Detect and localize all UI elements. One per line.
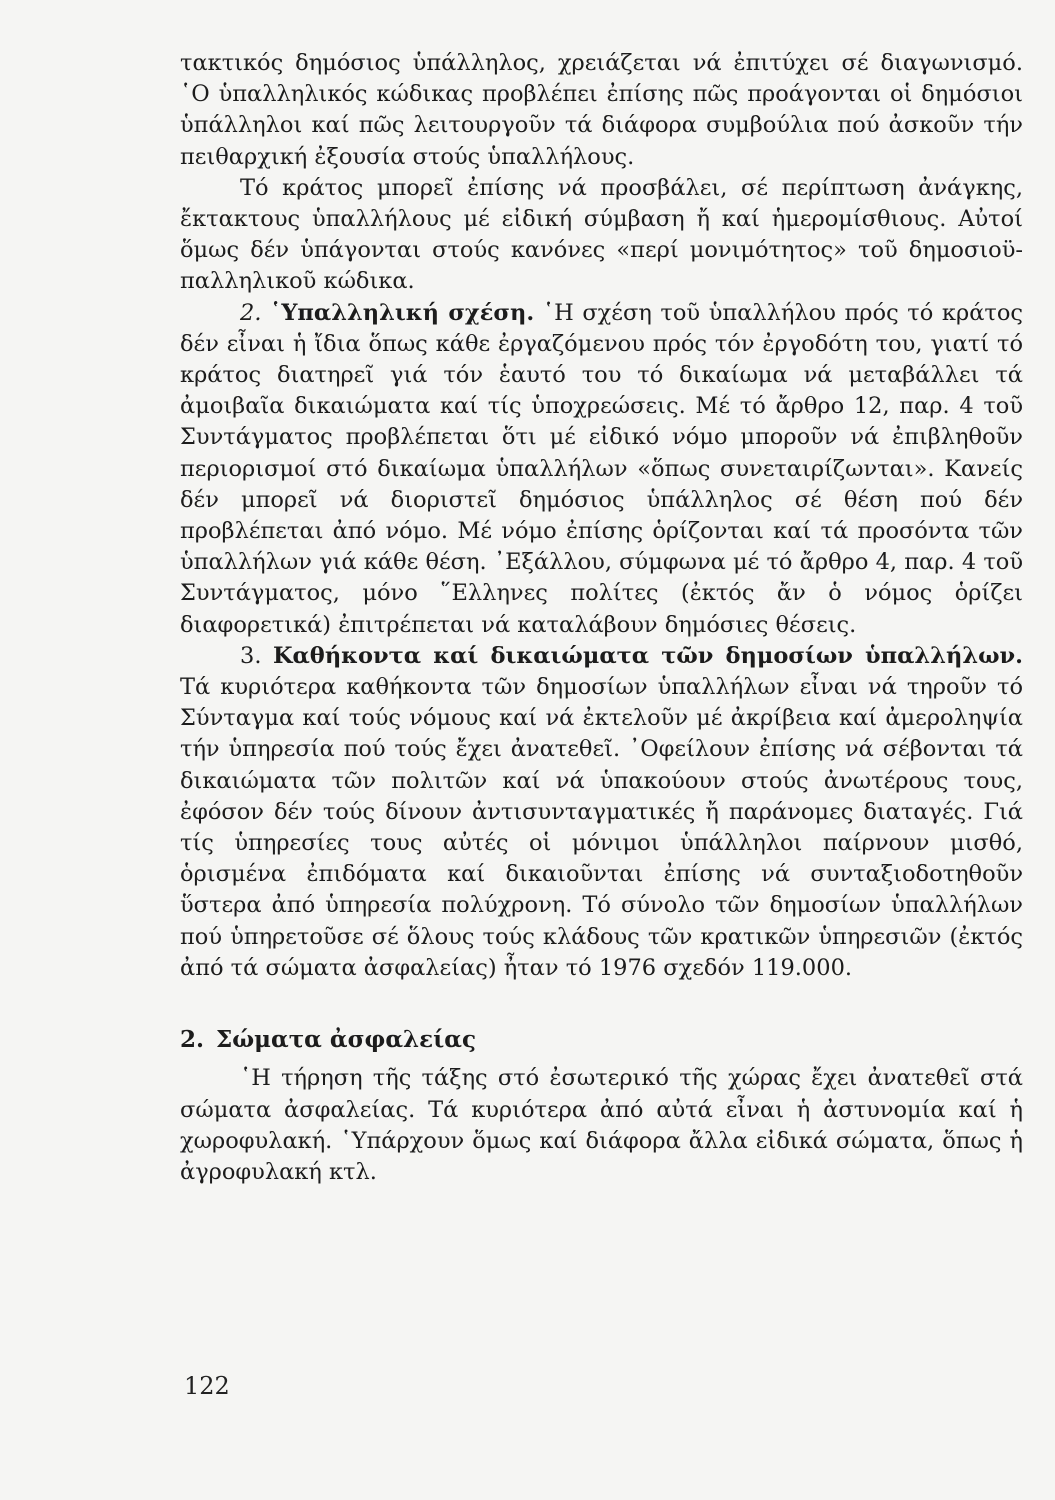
item-number: 3. <box>240 642 262 669</box>
paragraph-temporary-employees: Τό κράτος μπορεῖ ἐπίσης νά προσβάλει, σέ περίπτωση ἀνάγκης, ἔκτακτους ὑπαλλήλους μέ εἰδική σύμβαση ἤ καί ἡμερομίσθιους. Αὐτοί ὅμως δέν ὑπάγονται στούς κανόνες «περί μονιμότητος» τοῦ δημοσιοϋπαλληλικοῦ κώδικα. <box>180 174 1023 295</box>
paragraph-employment-relation <box>180 298 1023 641</box>
item-heading: Καθήκοντα καί δικαιώματα τῶν δημοσίων ὑπαλλήλων. <box>272 642 1023 669</box>
item-body: ῾Η σχέση τοῦ ὑπαλλήλου πρός τό κράτος δέν εἶναι ἡ ἴδια ὅπως κάθε ἐργαζόμενου πρός τόν ἐργοδότη του, γιατί τό κράτος διατηρεῖ γιά τόν ἑαυτό του τό δικαίωμα νά μεταβάλλει τά ἀμοιβαῖα δικαιώματα καί τίς ὑποχρεώσεις. Μέ τό ἄρθρο 12, παρ. 4 τοῦ Συντάγματος προβλέπεται ὅτι μέ εἰδικό νόμο μποροῦν νά ἐπιβληθοῦν περιορισμοί στό δικαίωμα ὑπαλλήλων «ὅπως συνεταιρίζωνται». Κανείς δέν μπορεῖ νά διοριστεῖ δημόσιος ὑπάλληλος σέ θέση πού δέν προβλέπεται ἀπό νόμο. Μέ νόμο ἐπίσης ὁρίζονται καί τά προσόντα τῶν ὑπαλλήλων γιά κάθε θέση. ᾿Εξάλλου, σύμφωνα μέ τό ἄρθρο 4, παρ. 4 τοῦ Συντάγματος, μόνο ῞Ελληνες πολίτες (ἐκτός ἄν ὁ νόμος ὁρίζει διαφορετικά) ἐπιτρέπεται νά καταλάβουν δημόσιες θέσεις. <box>180 299 1024 638</box>
section-heading <box>180 1024 1023 1055</box>
item-number: 2. <box>240 299 262 326</box>
section-title: Σώματα ἀσφαλείας <box>216 1026 476 1054</box>
main-text <box>180 48 1023 1188</box>
page-number: 122 <box>184 1372 230 1400</box>
section-number: 2. <box>180 1026 205 1054</box>
paragraph-duties-rights <box>180 641 1023 984</box>
item-heading: ῾Υπαλληλική σχέση. <box>270 299 535 326</box>
paragraph-civil-servant-code: τακτικός δημόσιος ὑπάλληλος, χρειάζεται νά ἐπιτύχει σέ διαγωνισμό. ῾Ο ὑπαλληλικός κώδικας προβλέπει ἐπίσης πῶς προάγονται οἱ δημόσιοι ὑπάλληλοι καί πῶς λειτουργοῦν τά διάφορα συμβούλια πού ἀσκοῦν τήν πειθαρχική ἐξουσία στούς ὑπαλλήλους. <box>180 50 1023 170</box>
paragraph-security-forces: ῾Η τήρηση τῆς τάξης στό ἐσωτερικό τῆς χώρας ἔχει ἀνατεθεῖ στά σώματα ἀσφαλείας. Τά κυριότερα ἀπό αὐτά εἶναι ἡ ἀστυνομία καί ἡ χωροφυλακή. ῾Υπάρχουν ὅμως καί διάφορα ἄλλα εἰδικά σώματα, ὅπως ἡ ἀγροφυλακή κτλ. <box>180 1065 1023 1185</box>
item-body: Τά κυριότερα καθήκοντα τῶν δημοσίων ὑπαλλήλων εἶναι νά τηροῦν τό Σύνταγμα καί τούς νόμους καί νά ἐκτελοῦν μέ ἀκρίβεια καί ἀμεροληψία τήν ὑπηρεσία πού τούς ἔχει ἀνατεθεῖ. ᾿Οφείλουν ἐπίσης νά σέβονται τά δικαιώματα τῶν πολιτῶν καί νά ὑπακούουν στούς ἀνωτέρους τους, ἐφόσον δέν τούς δίνουν ἀντισυνταγματικές ἤ παράνομες διαταγές. Γιά τίς ὑπηρεσίες τους αὐτές οἱ μόνιμοι ὑπάλληλοι παίρνουν μισθό, ὁρισμένα ἐπιδόματα καί δικαιοῦνται ἐπίσης νά συνταξιοδοτηθοῦν ὕστερα ἀπό ὑπηρεσία πολύχρονη. Τό σύνολο τῶν δημοσίων ὑπαλλήλων πού ὑπηρετοῦσε σέ ὅλους τούς κλάδους τῶν κρατικῶν ὑπηρεσιῶν (ἐκτός ἀπό τά σώματα ἀσφαλείας) ἦταν τό 1976 σχεδόν 119.000. <box>180 674 1023 981</box>
